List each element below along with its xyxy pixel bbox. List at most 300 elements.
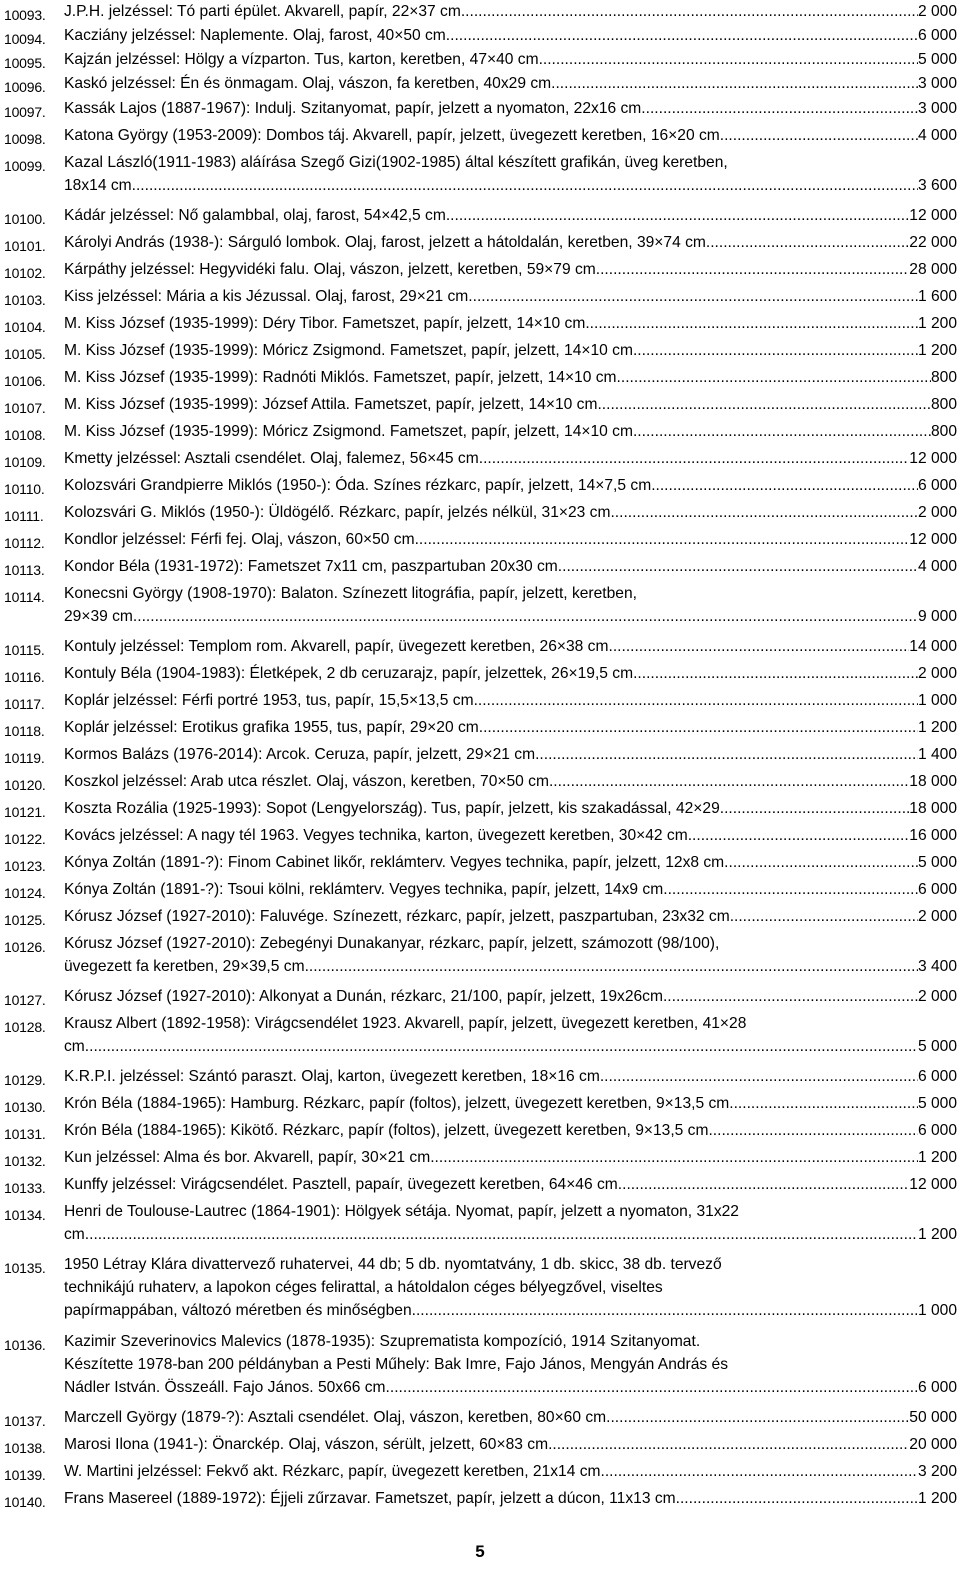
dot-leader [430, 1146, 918, 1169]
dot-leader [305, 955, 918, 978]
lot-price: 6 000 [917, 1122, 957, 1139]
lot-entry [4, 474, 957, 501]
lot-description [64, 662, 957, 685]
lot-description-text: Kónya Zoltán (1891-?): Finom Cabinet likőr, reklámterv. Vegyes technika, papír, jelzett, 12x8 cm. [64, 854, 729, 871]
lot-description [64, 393, 957, 416]
lot-number: 10126. [4, 939, 46, 955]
lot-description-text: Krón Béla (1884-1965): Kikötő. Rézkarc, papír (foltos), jelzett, üvegezett keretben, 9×13,5 cm [64, 1122, 709, 1139]
lot-description-line [64, 1012, 957, 1035]
lot-number: 10140. [4, 1494, 46, 1510]
lot-description-line [64, 1092, 957, 1115]
lot-price: 5 000 [917, 51, 957, 68]
lot-description [64, 985, 957, 1008]
lot-description-text: technikájú ruhaterv, a lapokon céges felirattal, a hátoldalon céges bélyegzővel, viseltes [64, 1279, 663, 1296]
dot-leader [633, 662, 918, 685]
lot-price: 50 000 [909, 1409, 957, 1426]
lot-number: 10128. [4, 1019, 46, 1035]
lot-description-text: Kórusz József (1927-2010): Zebegényi Dunakanyar, rézkarc, papír, jelzett, számozott (98/100), [64, 935, 720, 952]
lot-number: 10129. [4, 1072, 46, 1088]
lot-description [64, 1119, 957, 1142]
lot-entry [4, 932, 957, 978]
lot-description-line [64, 932, 957, 955]
lot-description [64, 231, 957, 254]
lot-description-text: J.P.H. jelzéssel: Tó parti épület. Akvarell, papír, 22×37 cm [64, 3, 461, 20]
lot-entry [4, 1433, 957, 1460]
lot-description-text: Frans Masereel (1889-1972): Éjjeli zűrzavar. Fametszet, papír, jelzett a dúcon, 11x13 cm [64, 1490, 676, 1507]
lot-number: 10139. [4, 1467, 46, 1483]
lot-description-text: Kormos Balázs (1976-2014): Arcok. Ceruza, papír, jelzett, 29×21 cm [64, 746, 536, 763]
lot-description-text: Kajzán jelzéssel: Hölgy a vízparton. Tus, karton, keretben, 47×40 cm [64, 51, 539, 68]
lot-description-line [64, 447, 957, 470]
lot-number: 10098. [4, 131, 46, 147]
lot-number: 10130. [4, 1099, 46, 1115]
lot-description-text: M. Kiss József (1935-1999): Móricz Zsigmond. Fametszet, papír, jelzett, 14×10 cm [64, 423, 633, 440]
lot-description [64, 635, 957, 658]
lot-description-text: Kmetty jelzéssel: Asztali csendélet. Olaj, falemez, 56×45 cm [64, 450, 479, 467]
lot-number: 10117. [4, 696, 45, 712]
lot-description-line [64, 797, 957, 820]
dot-leader [558, 555, 918, 578]
lot-number: 10132. [4, 1153, 46, 1169]
lot-description-text: Kondor Béla (1931-1972): Fametszet 7x11 cm, paszpartuban 20x30 cm [64, 558, 558, 575]
lot-description-text: W. Martini jelzéssel: Fekvő akt. Rézkarc, papír, üvegezett keretben, 21x14 cm [64, 1463, 601, 1480]
lot-price: 9 000 [917, 608, 957, 625]
lot-price: 16 000 [909, 827, 957, 844]
lot-description-line [64, 420, 957, 443]
lot-number: 10110. [4, 481, 45, 497]
lot-description-text: Kolozsvári Grandpierre Miklós (1950-): Óda. Színes rézkarc, papír, jelzett, 14×7,5 cm [64, 477, 652, 494]
lot-description-text: K.R.P.I. jelzéssel: Szántó paraszt. Olaj, karton, üvegezett keretben, 18×16 cm [64, 1068, 600, 1085]
lot-description-text: Kádár jelzéssel: Nő galambbal, olaj, farost, 54×42,5 cm [64, 207, 446, 224]
lot-price: 5 000 [917, 1095, 957, 1112]
lot-number: 10133. [4, 1180, 46, 1196]
lot-entry [4, 716, 957, 743]
lot-description-text: Kazimir Szeverinovics Malevics (1878-1935): Szuprematista kompozíció, 1914 Szitanyomat. [64, 1333, 701, 1350]
dot-leader [386, 1376, 918, 1399]
dot-leader [85, 1223, 918, 1246]
lot-price: 1 600 [917, 288, 957, 305]
lot-entry [4, 1119, 957, 1146]
dot-leader [610, 501, 918, 524]
lot-description-text: Nádler István. Összeáll. Fajo János. 50x66 cm [64, 1379, 386, 1396]
page-number: 5 [475, 1542, 485, 1561]
lot-description-line [64, 1065, 957, 1088]
lot-price: 3 000 [917, 100, 957, 117]
dot-leader [641, 97, 918, 120]
lot-description [64, 1253, 957, 1322]
dot-leader [633, 339, 918, 362]
lot-description [64, 204, 957, 227]
lot-entry [4, 204, 957, 231]
dot-leader [663, 985, 918, 1008]
dot-leader [597, 393, 931, 416]
lot-number: 10122. [4, 831, 46, 847]
lot-description [64, 420, 957, 443]
lot-entry [4, 878, 957, 905]
lot-description-line [64, 72, 957, 95]
lot-number: 10114. [4, 589, 45, 605]
lot-entry [4, 366, 957, 393]
lot-price: 1 000 [917, 692, 957, 709]
dot-leader [720, 124, 918, 147]
lot-number: 10094. [4, 31, 46, 47]
lot-entry [4, 285, 957, 312]
lot-number: 10123. [4, 858, 46, 874]
lot-description-text: Kontuly jelzéssel: Templom rom. Akvarell, papír, üvegezett keretben, 26×38 cm [64, 638, 609, 655]
lot-description-text: üvegezett fa keretben, 29×39,5 cm [64, 958, 305, 975]
lot-description [64, 1065, 957, 1088]
lot-number: 10103. [4, 292, 46, 308]
lot-description-line [64, 1460, 957, 1483]
lot-description [64, 743, 957, 766]
lot-price: 22 000 [909, 234, 957, 251]
lot-number: 10093. [4, 7, 46, 23]
lot-entry [4, 985, 957, 1012]
lot-number: 10120. [4, 777, 46, 793]
lot-entry [4, 1092, 957, 1119]
lot-description-text: M. Kiss József (1935-1999): Móricz Zsigmond. Fametszet, papír, jelzett, 14×10 cm [64, 342, 633, 359]
lot-number: 10138. [4, 1440, 46, 1456]
lot-description-text: Kiss jelzéssel: Mária a kis Jézussal. Olaj, farost, 29×21 cm [64, 288, 469, 305]
lot-description-text: Kontuly Béla (1904-1983): Életképek, 2 db ceruzarajz, papír, jelzettek, 26×19,5 cm [64, 665, 634, 682]
lot-entry [4, 1253, 957, 1322]
lot-price: 3 200 [917, 1463, 957, 1480]
lot-description [64, 1146, 957, 1169]
lot-entry [4, 258, 957, 285]
lot-description-line [64, 824, 957, 847]
lot-entry [4, 151, 957, 197]
lot-description-text: Kazal László(1911-1983) aláírása Szegő Gizi(1902-1985) által készített grafikán, üveg keretben, [64, 154, 728, 171]
lot-entry [4, 447, 957, 474]
lot-description-line [64, 1223, 957, 1246]
lot-price: 3 000 [917, 75, 957, 92]
lot-description-line [64, 1406, 957, 1429]
lot-entry [4, 1330, 957, 1399]
lot-description [64, 312, 957, 335]
lot-description-line [64, 204, 957, 227]
lot-price: 5 000 [917, 1038, 957, 1055]
lot-entry [4, 339, 957, 366]
lot-description-text: Készítette 1978-ban 200 példányban a Pesti Műhely: Bak Imre, Fajo János, Mengyán András és [64, 1356, 728, 1373]
lot-description [64, 582, 957, 628]
lot-entry [4, 1460, 957, 1487]
lot-entry [4, 635, 957, 662]
lot-entry [4, 24, 957, 51]
lot-price: 3 600 [917, 177, 957, 194]
lot-entry [4, 824, 957, 851]
lot-price: 12 000 [909, 450, 957, 467]
lot-description-line [64, 770, 957, 793]
lot-entry [4, 124, 957, 151]
lot-description-line [64, 393, 957, 416]
lot-number: 10115. [4, 642, 45, 658]
lot-description-text: Koplár jelzéssel: Férfi portré 1953, tus, papír, 15,5×13,5 cm [64, 692, 474, 709]
lot-number: 10105. [4, 346, 46, 362]
lot-description-line [64, 1173, 957, 1196]
lot-number: 10106. [4, 373, 46, 389]
dot-leader [539, 48, 918, 71]
lot-description-line [64, 689, 957, 712]
lot-price: 6 000 [917, 477, 957, 494]
dot-leader [668, 878, 918, 901]
lot-description [64, 878, 957, 901]
dot-leader [730, 905, 918, 928]
lot-description [64, 72, 957, 95]
lot-description-text: 1950 Létray Klára divattervező ruhatervei, 44 db; 5 db. nyomtatvány, 1 db. skicc, 38 db. tervező [64, 1256, 722, 1273]
lot-description-line [64, 878, 957, 901]
lot-description-line [64, 662, 957, 685]
lot-description [64, 501, 957, 524]
lot-description-text: Kassák Lajos (1887-1967): Indulj. Szitanyomat, papír, jelzett a nyomaton, 22x16 cm [64, 100, 642, 117]
lot-description-text: Kárpáthy jelzéssel: Hegyvidéki falu. Olaj, vászon, jelzett, keretben, 59×79 cm [64, 261, 596, 278]
dot-leader [85, 1035, 918, 1058]
lot-description-line [64, 24, 957, 47]
lot-description-line [64, 1119, 957, 1142]
lot-price: 1 000 [917, 1302, 957, 1319]
lot-description-line [64, 605, 957, 628]
lot-description [64, 770, 957, 793]
lot-number: 10121. [4, 804, 46, 820]
lot-entry [4, 1065, 957, 1092]
lot-entry [4, 743, 957, 770]
lot-entry [4, 528, 957, 555]
lot-description-line [64, 985, 957, 1008]
dot-leader [132, 174, 918, 197]
lot-description-text: cm [64, 1226, 85, 1243]
lot-price: 1 200 [917, 315, 957, 332]
lot-price: 1 400 [917, 746, 957, 763]
lot-price: 2 000 [917, 908, 957, 925]
lot-description [64, 339, 957, 362]
lot-number: 10107. [4, 400, 46, 416]
lot-description [64, 1406, 957, 1429]
lot-description-text: Krausz Albert (1892-1958): Virágcsendélet 1923. Akvarell, papír, jelzett, üvegezett keretben, 41×28 [64, 1015, 747, 1032]
lot-description-text: Kovács jelzéssel: A nagy tél 1963. Vegyes technika, karton, üvegezett keretben, 30×42 cm [64, 827, 688, 844]
lot-description [64, 1092, 957, 1115]
lot-price: 28 000 [909, 261, 957, 278]
dot-leader [535, 743, 918, 766]
lot-description-line [64, 851, 957, 874]
lot-price: 6 000 [917, 27, 957, 44]
lot-description-text: Kolozsvári G. Miklós (1950-): Üldögélő. Rézkarc, papír, jelzés nélkül, 31×23 cm [64, 504, 611, 521]
lot-number: 10124. [4, 885, 46, 901]
lot-description-text: Kónya Zoltán (1891-?): Tsoui kölni, reklámterv. Vegyes technika, papír, jelzett, 14x9 cm. [64, 881, 668, 898]
lot-description-text: Marczell György (1879-?): Asztali csendélet. Olaj, vászon, keretben, 80×60 cm [64, 1409, 607, 1426]
lot-description [64, 1200, 957, 1246]
lot-price: 2 000 [917, 3, 957, 20]
lot-entry [4, 1012, 957, 1058]
lot-price: 1 200 [917, 1226, 957, 1243]
lot-description-text: M. Kiss József (1935-1999): József Attila. Fametszet, papír, jelzett, 14×10 cm [64, 396, 598, 413]
lot-description [64, 474, 957, 497]
lot-description [64, 0, 957, 23]
lot-entry [4, 797, 957, 824]
lot-price: 800 [930, 423, 957, 440]
dot-leader [551, 72, 918, 95]
dot-leader [724, 797, 909, 820]
lot-price: 18 000 [909, 773, 957, 790]
lot-description-text: cm [64, 1038, 85, 1055]
lot-price: 6 000 [917, 1068, 957, 1085]
lot-description-text: M. Kiss József (1935-1999): Radnóti Miklós. Fametszet, papír, jelzett, 14×10 cm [64, 369, 617, 386]
lot-number: 10118. [4, 723, 45, 739]
lot-description-line [64, 743, 957, 766]
lot-description [64, 48, 957, 71]
lot-number: 10134. [4, 1207, 46, 1223]
lot-description-line [64, 555, 957, 578]
lot-number: 10104. [4, 319, 46, 335]
dot-leader [676, 1487, 918, 1510]
dot-leader [133, 605, 918, 628]
lot-price: 800 [930, 369, 957, 386]
lot-price: 2 000 [917, 665, 957, 682]
lot-description-line [64, 312, 957, 335]
dot-leader [446, 204, 909, 227]
dot-leader [596, 258, 910, 281]
lot-description-line [64, 0, 957, 23]
lot-number: 10096. [4, 79, 46, 95]
lot-entry [4, 501, 957, 528]
lot-description [64, 97, 957, 120]
lot-description-text: Kaskó jelzéssel: Én és önmagam. Olaj, vászon, fa keretben, 40x29 cm [64, 75, 552, 92]
lot-description-line [64, 1146, 957, 1169]
lot-description-line [64, 1376, 957, 1399]
dot-leader [548, 1433, 909, 1456]
lot-description-text: Henri de Toulouse-Lautrec (1864-1901): Hölgyek sétája. Nyomat, papír, jelzett a nyomaton, 31x22 [64, 1203, 739, 1220]
lot-description-text: Krón Béla (1884-1965): Hamburg. Rézkarc, papír (foltos), jelzett, üvegezett keretben, 9×13,5 cm [64, 1095, 730, 1112]
lot-entry [4, 393, 957, 420]
lot-entry [4, 1146, 957, 1173]
dot-leader [688, 824, 910, 847]
dot-leader [461, 0, 918, 23]
lot-description-line [64, 1253, 957, 1276]
lot-number: 10109. [4, 454, 46, 470]
lot-description-text: Koszkol jelzéssel: Arab utca részlet. Olaj, vászon, keretben, 70×50 cm [64, 773, 549, 790]
lot-entry [4, 0, 957, 27]
lot-entry [4, 662, 957, 689]
lot-entry [4, 420, 957, 447]
lot-price: 2 000 [917, 504, 957, 521]
lot-number: 10100. [4, 211, 46, 227]
lot-price: 800 [930, 396, 957, 413]
lot-description-line [64, 716, 957, 739]
lot-description-line [64, 1276, 957, 1299]
lot-price: 12 000 [909, 1176, 957, 1193]
dot-leader [708, 1119, 918, 1142]
lot-description-text: M. Kiss József (1935-1999): Déry Tibor. Fametszet, papír, jelzett, 14×10 cm [64, 315, 586, 332]
lot-number: 10116. [4, 669, 45, 685]
lot-description-text: Koszta Rozália (1925-1993): Sopot (Lengyelország). Tus, papír, jelzett, kis szakadással, 42×29. [64, 800, 725, 817]
lot-entry [4, 582, 957, 628]
lot-entry [4, 851, 957, 878]
lot-price: 6 000 [917, 881, 957, 898]
lot-description [64, 932, 957, 978]
dot-leader [606, 1406, 909, 1429]
lot-description [64, 824, 957, 847]
dot-leader [479, 716, 918, 739]
dot-leader [618, 1173, 910, 1196]
lot-number: 10125. [4, 912, 46, 928]
dot-leader [651, 474, 918, 497]
dot-leader [617, 366, 931, 389]
lot-description-line [64, 231, 957, 254]
lot-price: 1 200 [917, 342, 957, 359]
lot-description-line [64, 1433, 957, 1456]
lot-description-line [64, 366, 957, 389]
dot-leader [608, 635, 909, 658]
lot-entry [4, 72, 957, 99]
lot-description [64, 1460, 957, 1483]
lot-description [64, 689, 957, 712]
dot-leader [600, 1460, 917, 1483]
lot-price: 2 000 [917, 988, 957, 1005]
lot-description-line [64, 151, 957, 174]
lot-price: 20 000 [909, 1436, 957, 1453]
lot-entry [4, 1173, 957, 1200]
lot-description-text: Kondlor jelzéssel: Férfi fej. Olaj, vászon, 60×50 cm [64, 531, 415, 548]
lot-number: 10136. [4, 1337, 46, 1353]
dot-leader [416, 1299, 918, 1322]
lot-entry [4, 1200, 957, 1246]
lot-number: 10127. [4, 992, 46, 1008]
lot-description-line [64, 97, 957, 120]
lot-description [64, 1173, 957, 1196]
lot-description [64, 1330, 957, 1399]
dot-leader [474, 689, 918, 712]
lot-description-text: Kun jelzéssel: Alma és bor. Akvarell, papír, 30×21 cm [64, 1149, 431, 1166]
lot-description [64, 366, 957, 389]
lot-description [64, 1012, 957, 1058]
lot-description [64, 555, 957, 578]
lot-entry [4, 1487, 957, 1514]
lot-price: 5 000 [917, 854, 957, 871]
dot-leader [585, 312, 918, 335]
dot-leader [706, 231, 909, 254]
lot-price: 18 000 [909, 800, 957, 817]
lot-description-text: papírmappában, változó méretben és minőségben. [64, 1302, 416, 1319]
dot-leader [446, 24, 918, 47]
lot-description [64, 447, 957, 470]
lot-entry [4, 97, 957, 124]
lot-price: 4 000 [917, 127, 957, 144]
lot-description [64, 151, 957, 197]
lot-description-line [64, 285, 957, 308]
lot-price: 6 000 [917, 1379, 957, 1396]
lot-number: 10131. [4, 1126, 46, 1142]
lot-description-line [64, 582, 957, 605]
lot-number: 10097. [4, 104, 46, 120]
lot-description-line [64, 339, 957, 362]
lot-description [64, 124, 957, 147]
lot-description-line [64, 124, 957, 147]
lot-description-line [64, 955, 957, 978]
lot-description-line [64, 1299, 957, 1322]
lot-number: 10099. [4, 158, 46, 174]
lot-description-text: Marosi Ilona (1941-): Önarckép. Olaj, vászon, sérült, jelzett, 60×83 cm [64, 1436, 549, 1453]
lot-description [64, 716, 957, 739]
lot-description-text: Koplár jelzéssel: Erotikus grafika 1955, tus, papír, 29×20 cm [64, 719, 479, 736]
lot-description-line [64, 174, 957, 197]
dot-leader [600, 1065, 918, 1088]
dot-leader [729, 851, 918, 874]
lot-description-text: Kórusz József (1927-2010): Alkonyat a Dunán, rézkarc, 21/100, papír, jelzett, 19x26cm [64, 988, 663, 1005]
lot-number: 10102. [4, 265, 46, 281]
lot-description [64, 258, 957, 281]
lot-description [64, 1487, 957, 1510]
lot-description-line [64, 528, 957, 551]
lot-price: 12 000 [909, 207, 957, 224]
lot-price: 4 000 [917, 558, 957, 575]
